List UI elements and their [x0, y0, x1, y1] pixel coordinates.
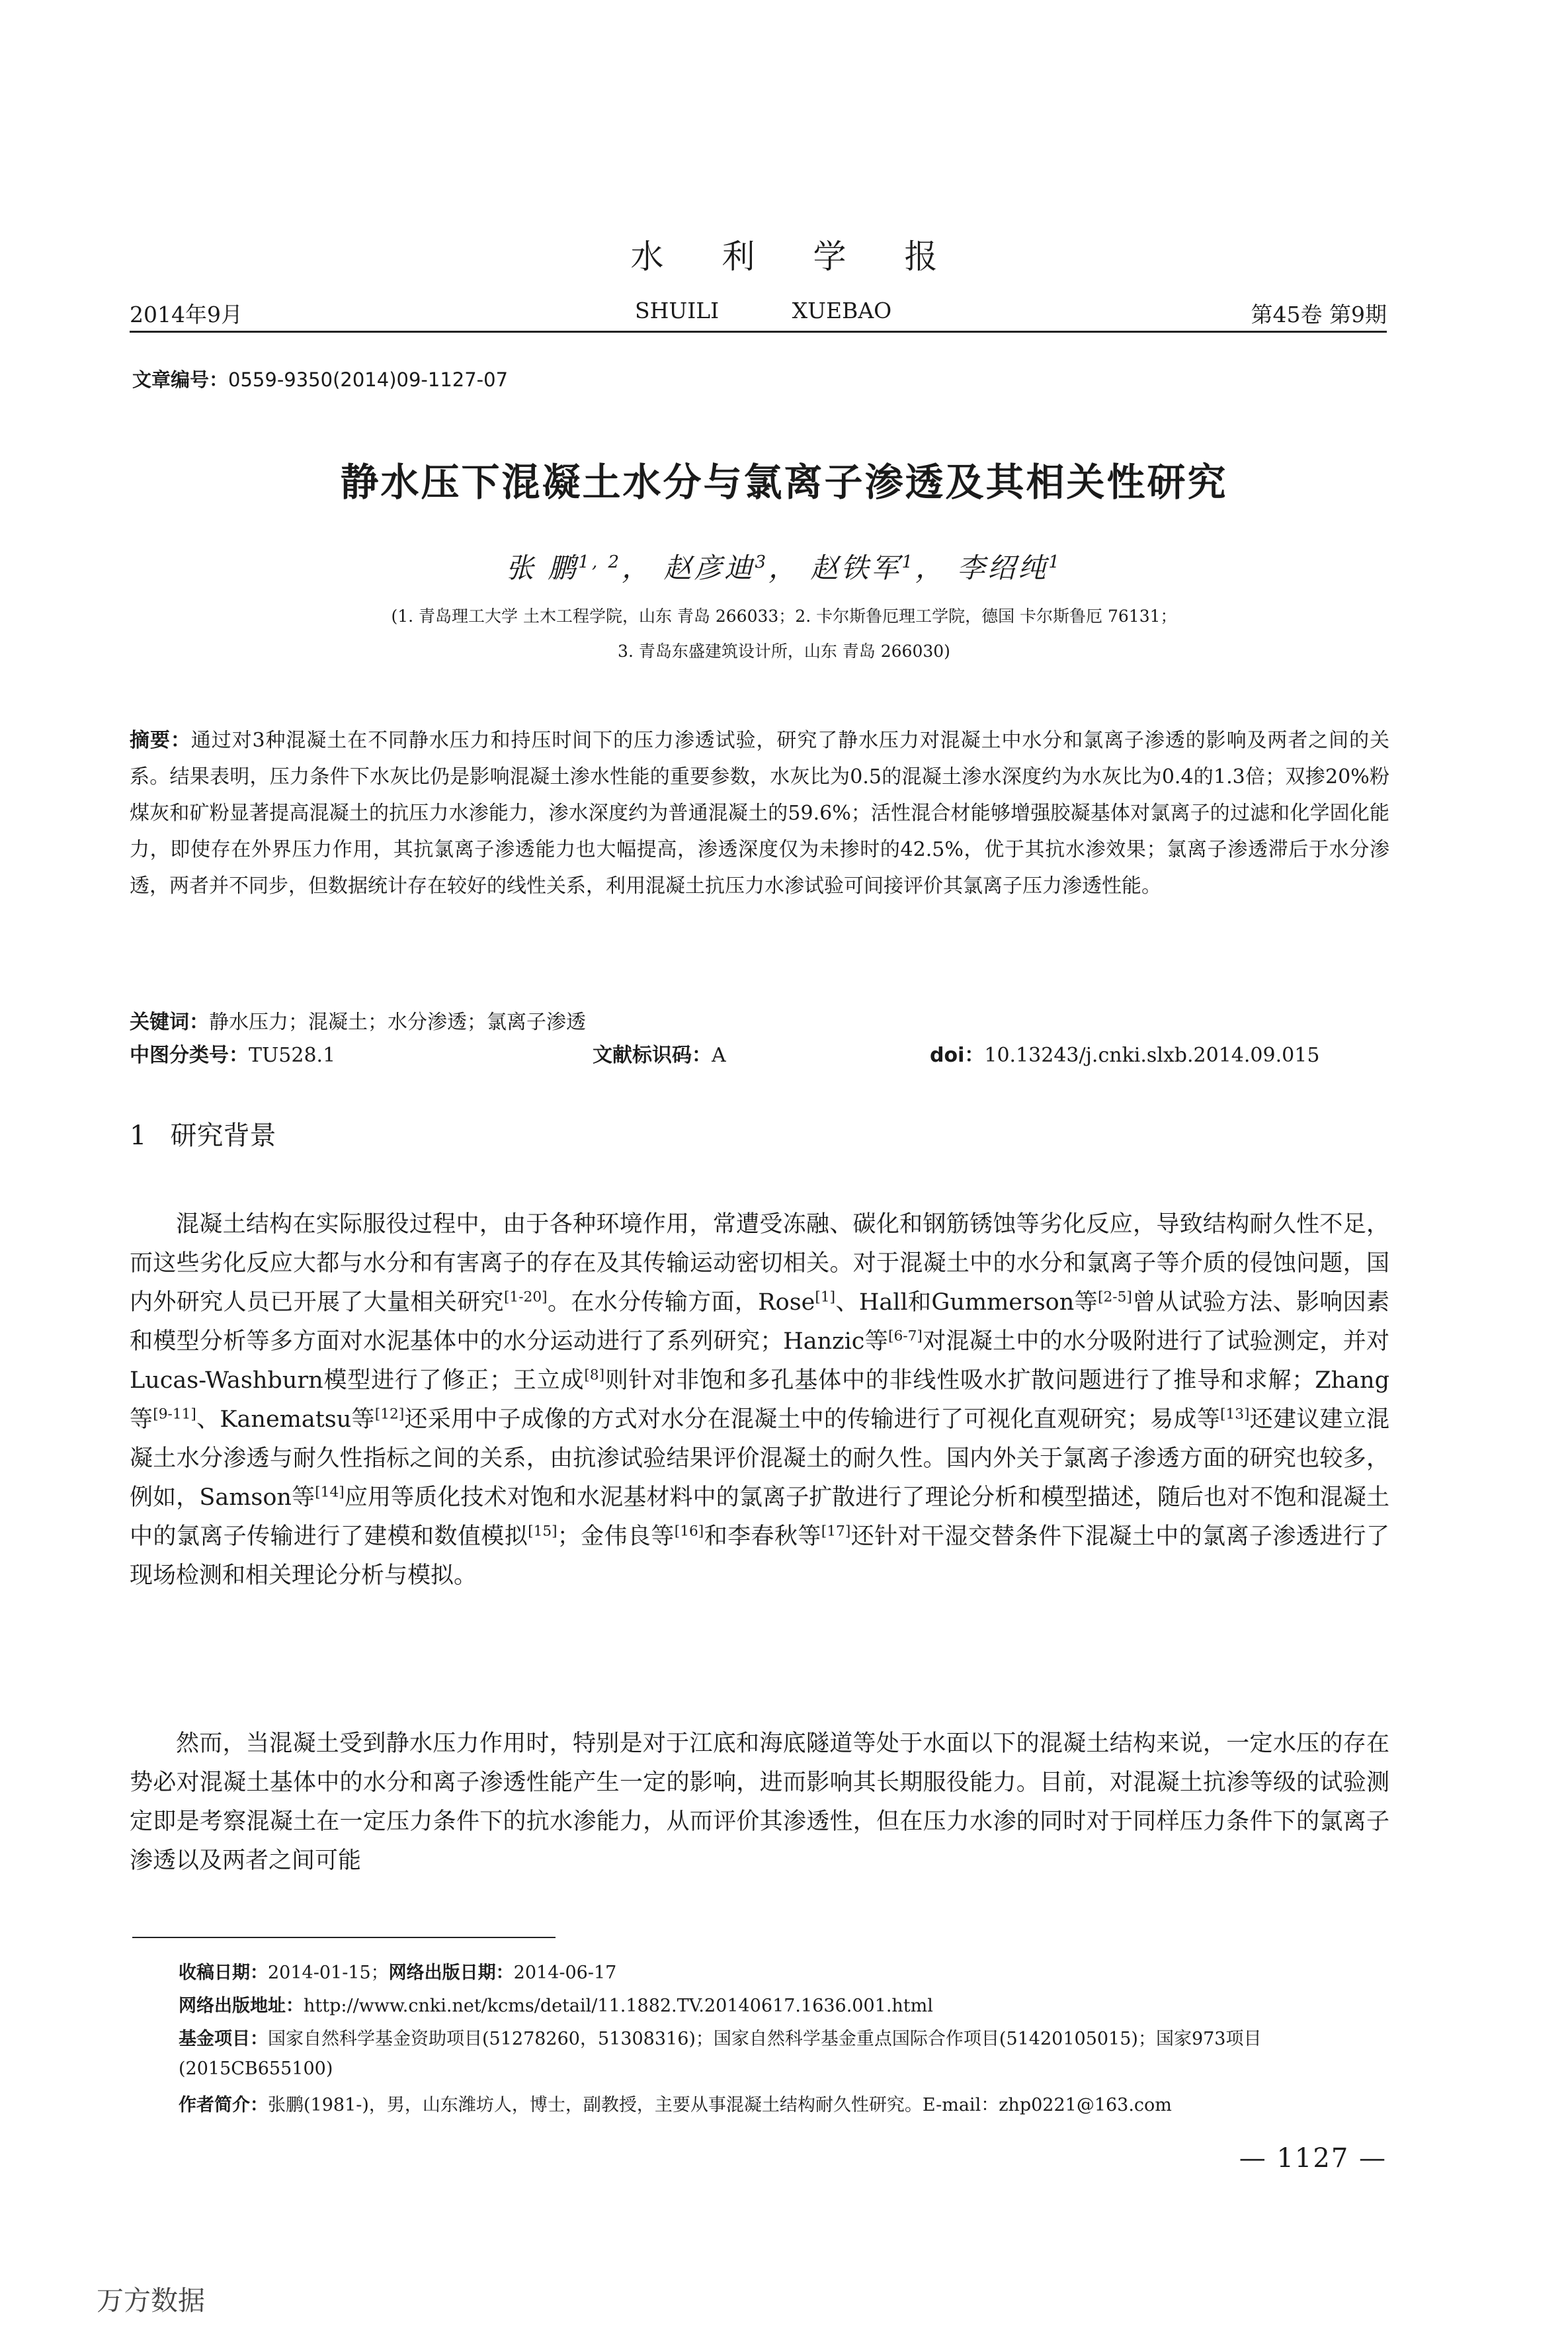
volume-issue: 第45卷 第9期 — [1251, 302, 1387, 327]
citation: [15] — [528, 1523, 557, 1540]
issue-date: 2014年9月 — [130, 302, 243, 327]
citation: [8] — [584, 1367, 605, 1384]
paper-title: 静水压下混凝土水分与氯离子渗透及其相关性研究 — [340, 460, 1228, 505]
author-affiliation-mark: 1, 2 — [578, 552, 622, 572]
page-number: — 1127 — — [1239, 2143, 1387, 2174]
citation: [9-11] — [153, 1406, 196, 1423]
citation: [17] — [821, 1523, 851, 1540]
affiliation-line: 3. 青岛东盛建筑设计所，山东 青岛 266030) — [618, 642, 950, 661]
citation: [1] — [815, 1289, 836, 1306]
journal-title: 水利学报 — [630, 237, 996, 276]
footnote-rule — [132, 1937, 556, 1938]
citation: [13] — [1219, 1406, 1250, 1423]
footnote-funding: 基金项目：国家自然科学基金资助项目(51278260，51308316)；国家自然科学基金重点国际合作项目(51420105015)；国家973项目(2015CB655100) — [179, 2029, 1262, 2079]
clc-number: 中图分类号：TU528.1 — [130, 1044, 336, 1067]
author: 赵铁军 — [810, 552, 902, 584]
section-heading — [130, 1115, 276, 1152]
keywords-text: 静水压力；混凝土；水分渗透；氯离子渗透 — [209, 1011, 586, 1034]
journal-pinyin: SHUILI XUEBAO — [635, 298, 892, 323]
section-title: 研究背景 — [170, 1121, 276, 1151]
footnote-received: 收稿日期：2014-01-15；网络出版日期：2014-06-17 — [179, 1963, 617, 1983]
abstract-text: 通过对3种混凝土在不同静水压力和持压时间下的压力渗透试验，研究了静水压力对混凝土中水分和氯离子渗透的影响及两者之间的关系。结果表明，压力条件下水灰比仍是影响混凝土渗水性能的重要参数，水灰比为0.5的混凝土渗水深度约为水灰比为0.4的1.3倍；双掺20%粉煤灰和矿粉显著提高混凝土的抗压力水渗能力，渗水深度约为普通混凝土的59.6%；活性混合材能够增强胶凝基体对氯离子的过滤和化学固化能力，即使存在外界压力作用，其抗氯离子渗透能力也大幅提高，渗透深度仅为未掺时的42.5%，优于其抗水渗效果；氯离子渗透滞后于水分渗透，两者并不同步，但数据统计存在较好的线性关系，利用混凝土抗压力水渗试验可间接评价其氯离子压力渗透性能。 — [130, 729, 1389, 898]
abstract — [130, 722, 1389, 904]
author-affiliation-mark: 1 — [1048, 552, 1062, 572]
citation: [16] — [674, 1523, 704, 1540]
citation: [6-7] — [888, 1328, 923, 1345]
article-number-label: 文章编号： — [132, 368, 229, 391]
section-number: 1 — [130, 1121, 147, 1151]
article-number-value: 0559-9350(2014)09-1127-07 — [228, 368, 509, 391]
keywords — [130, 1004, 1389, 1040]
author-list: 张 鹏$^{1, 2}$， 赵彦迪$^3$， 赵铁军$^1$， 李绍纯$^1$ — [506, 552, 1062, 584]
header-rule — [130, 331, 1387, 333]
footnote-author-bio: 作者简介：张鹏(1981-)，男，山东潍坊人，博士，副教授，主要从事混凝土结构耐久性研究。E-mail：zhp0221@163.com — [179, 2095, 1172, 2115]
author: 赵彦迪 — [663, 552, 755, 584]
citation: [2-5] — [1098, 1289, 1132, 1306]
body-paragraph: 混凝土结构在实际服役过程中，由于各种环境作用，常遭受冻融、碳化和钢筋锈蚀等劣化反应，导致结构耐久性不足，而这些劣化反应大都与水分和有害离子的存在及其传输运动密切相关。对于混凝土中的水分和氯离子等介质的侵蚀问题，国内外研究人员已开展了大量相关研究[1-20]。在水分传输方面，Rose[1]、Hall和Gummerson等[2-5]曾从试验方法、影响因素和模型分析等多方面对水泥基体中的水分运动进行了系列研究；Hanzic等[6-7]对混凝土中的水分吸附进行了试验测定，并对Lucas-Washburn模型进行了修正；王立成[8]则针对非饱和多孔基体中的非线性吸水扩散问题进行了推导和求解；Zhang等[9-11]、Kanematsu等[12]还采用中子成像的方式对水分在混凝土中的传输进行了可视化直观研究；易成等[13]还建议建立混凝土水分渗透与耐久性指标之间的关系，由抗渗试验结果评价混凝土的耐久性。国内外关于氯离子渗透方面的研究也较多，例如，Samson等[14]应用等质化技术对饱和水泥基材料中的氯离子扩散进行了理论分析和模型描述，随后也对不饱和混凝土中的氯离子传输进行了建模和数值模拟[15]；金伟良等[16]和李春秋等[17]还针对干湿交替条件下混凝土中的氯离子渗透进行了现场检测和相关理论分析与模拟。 — [130, 1211, 1389, 1589]
classification-row — [130, 1037, 1389, 1074]
citation: [14] — [315, 1484, 345, 1501]
online-url-link[interactable]: http://www.cnki.net/kcms/detail/11.1882.TV.20140617.1636.001.html — [304, 1996, 933, 2016]
watermark-text: 万方数据 — [97, 2285, 205, 2316]
author: 李绍纯 — [957, 552, 1049, 584]
affiliation-line: (1. 青岛理工大学 土木工程学院，山东 青岛 266033；2. 卡尔斯鲁厄理工学院，德国 卡尔斯鲁厄 76131； — [391, 607, 1177, 626]
doi: doi：10.13243/j.cnki.slxb.2014.09.015 — [930, 1044, 1320, 1067]
author-affiliation-mark: 3 — [755, 552, 769, 572]
article-number — [132, 365, 508, 392]
author: 张 鹏 — [506, 552, 579, 584]
footnote-online-url: 网络出版地址：http://www.cnki.net/kcms/detail/11.1882.TV.20140617.1636.001.html — [179, 1996, 933, 2016]
body-paragraph: 然而，当混凝土受到静水压力作用时，特别是对于江底和海底隧道等处于水面以下的混凝土结构来说，一定水压的存在势必对混凝土基体中的水分和离子渗透性能产生一定的影响，进而影响其长期服役能力。目前，对混凝土抗渗等级的试验测定即是考察混凝土在一定压力条件下的抗水渗能力，从而评价其渗透性，但在压力水渗的同时对于同样压力条件下的氯离子渗透以及两者之间可能 — [130, 1730, 1389, 1874]
citation: [12] — [374, 1406, 405, 1423]
author-affiliation-mark: 1 — [901, 552, 915, 572]
citation: [1-20] — [503, 1289, 548, 1306]
document-code: 文献标识码：A — [593, 1044, 726, 1067]
keywords-label: 关键词： — [130, 1011, 209, 1034]
abstract-label: 摘要： — [130, 729, 191, 752]
